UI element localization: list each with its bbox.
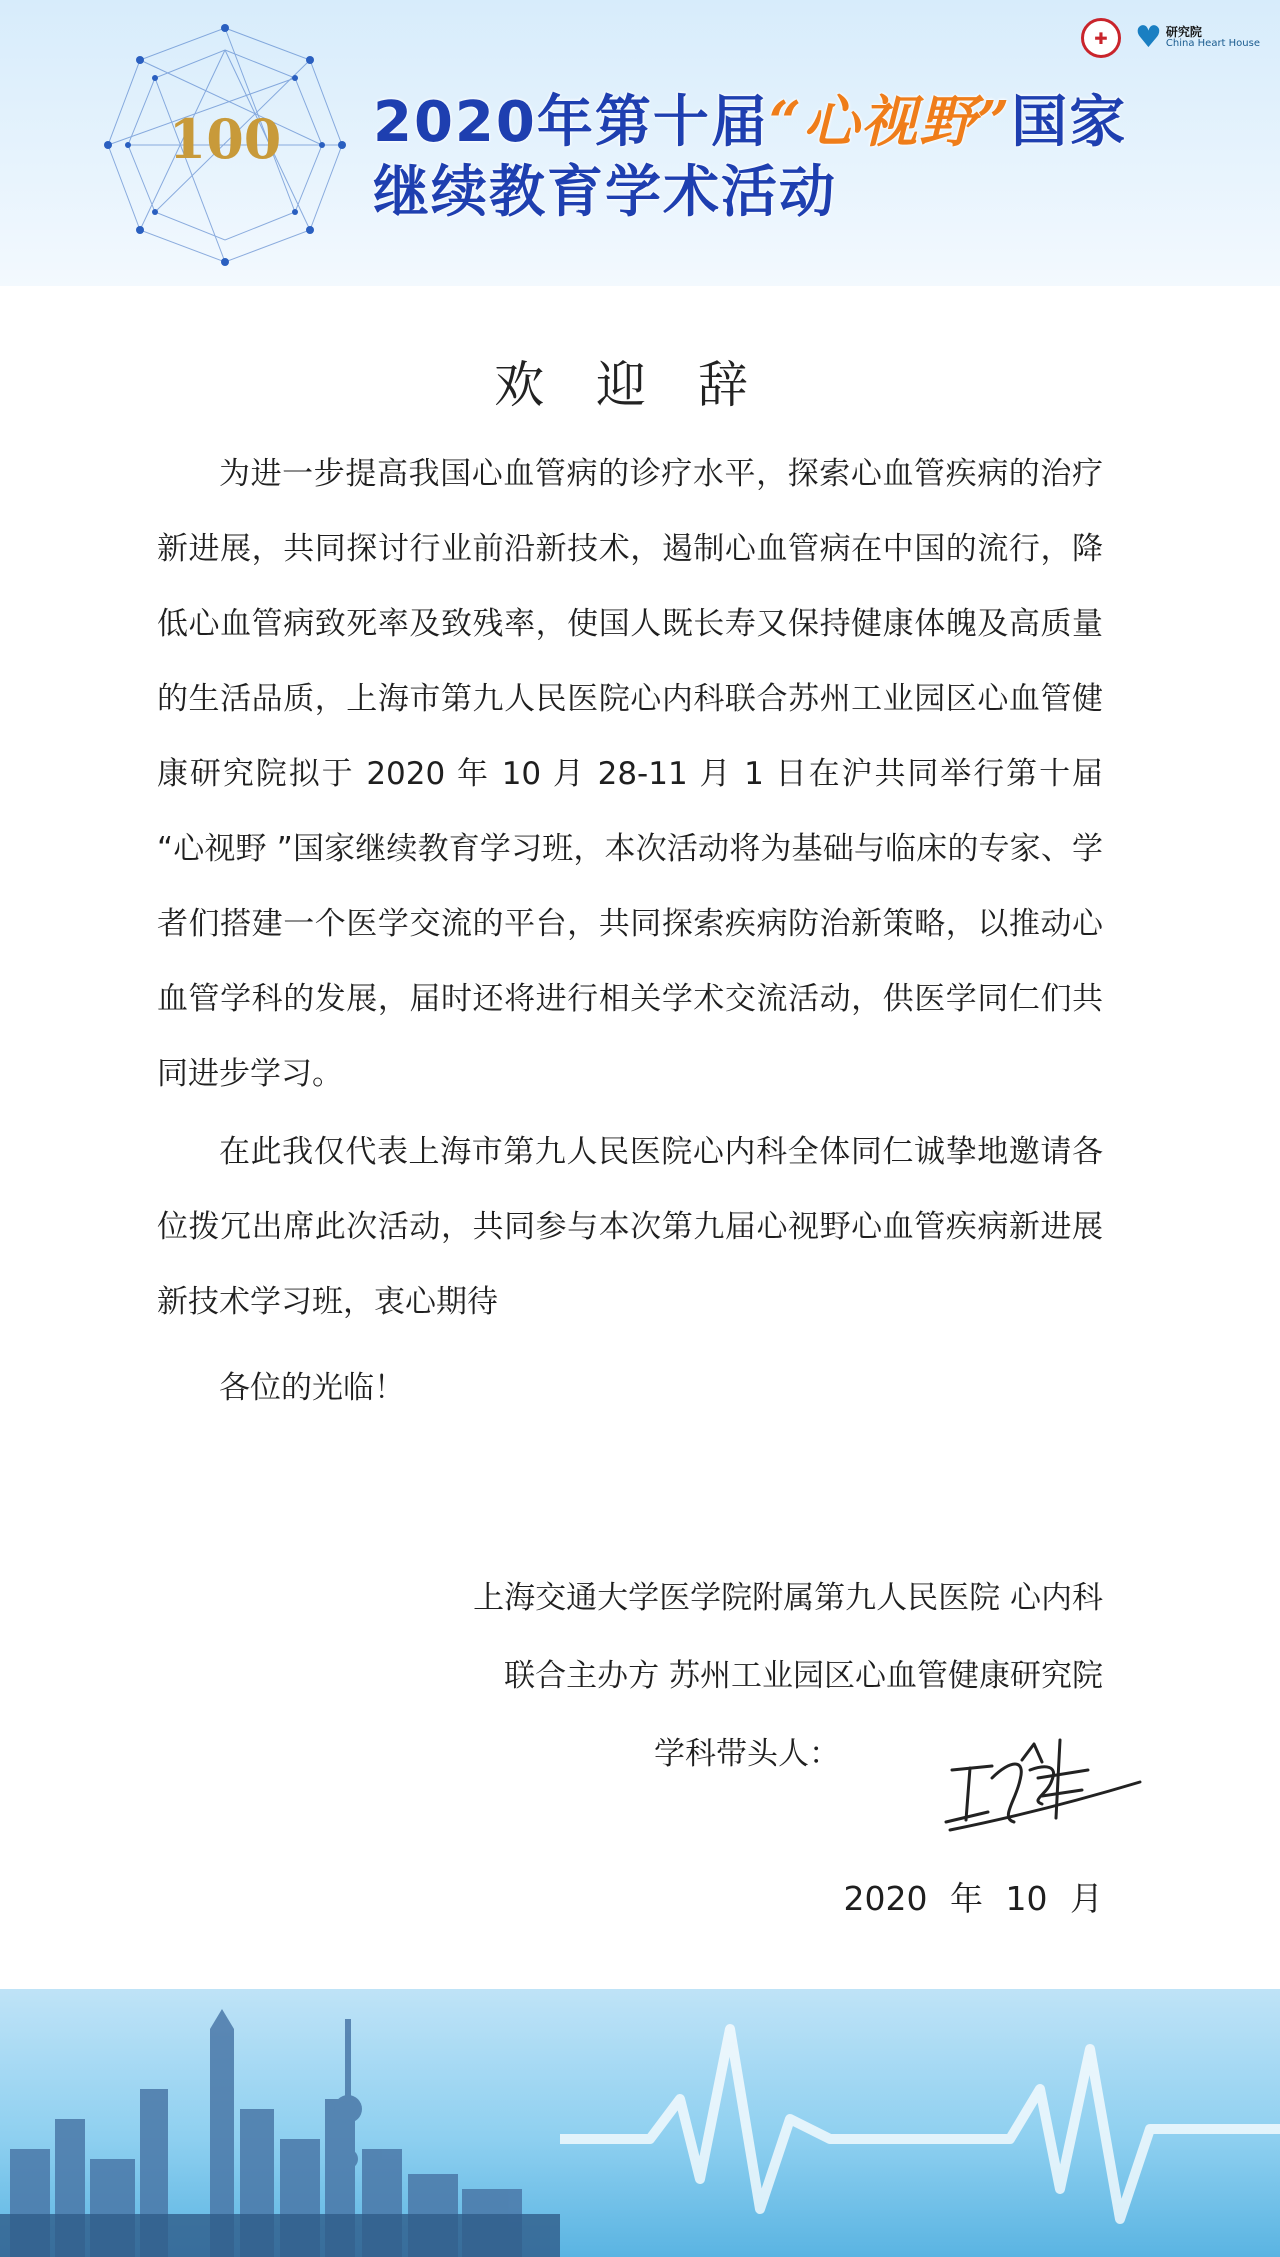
heart-house-logo: ♥ 研究院 China Heart House — [1135, 20, 1260, 55]
banner-title-line1: 2020年第十届“心视野”国家 — [373, 89, 1128, 155]
sign-co-organizer: 联合主办方 苏州工业园区心血管健康研究院 — [504, 1658, 1103, 1694]
sign-discipline-leader: 学科带头人： — [654, 1736, 840, 1772]
heart-logo-icon: ♥ — [1135, 20, 1162, 55]
letter-paragraph-2: 在此我仅代表上海市第九人民医院心内科全体同仁诚挚地邀请各位拨冗出席此次活动，共同参与本次第九届心视野心血管疾病新进展新技术学习班，衷心期待 — [157, 1134, 1103, 1320]
banner-title-line2: 继续教育学术活动 — [373, 160, 837, 225]
anniversary-emblem — [100, 20, 350, 270]
emblem-100-text: 100 — [168, 107, 282, 171]
letter-paragraph-1: 为进一步提高我国心血管病的诊疗水平，探索心血管疾病的治疗新进展，共同探讨行业前沿新技术，遏制心血管病在中国的流行，降低心血管病致死率及致残率，使国人既长寿又保持健康体魄及高质量的生活品质，上海市第九人民医院心内科联合苏州工业园区心血管健康研究院拟于 2020 年 10 月 28-11 月 1 日在沪共同举行第十届 “心视野 ”国家继续教育学习班，本次活动将为基础与临床的专家、学者们搭建一个医学交流的平台，共同探索疾病防治新策略，以推动心血管学科的发展，届时还将进行相关学术交流活动，供医学同仁们共同进步学习。 — [157, 456, 1103, 1092]
letter-date: 2020 年 10 月 — [843, 1879, 1103, 1918]
letter-paragraph-3: 各位的光临！ — [219, 1370, 405, 1406]
hospital-seal-icon: ✚ — [1081, 18, 1121, 58]
header-banner — [0, 0, 1280, 286]
letter-title: 欢 迎 辞 — [494, 356, 766, 414]
sign-organizer: 上海交通大学医学院附属第九人民医院 心内科 — [473, 1580, 1103, 1616]
city-skyline-illustration — [0, 1989, 1280, 2257]
handwritten-signature — [930, 1700, 1150, 1850]
footer-skyline-banner — [0, 1989, 1280, 2257]
partner-logos — [1081, 18, 1260, 58]
